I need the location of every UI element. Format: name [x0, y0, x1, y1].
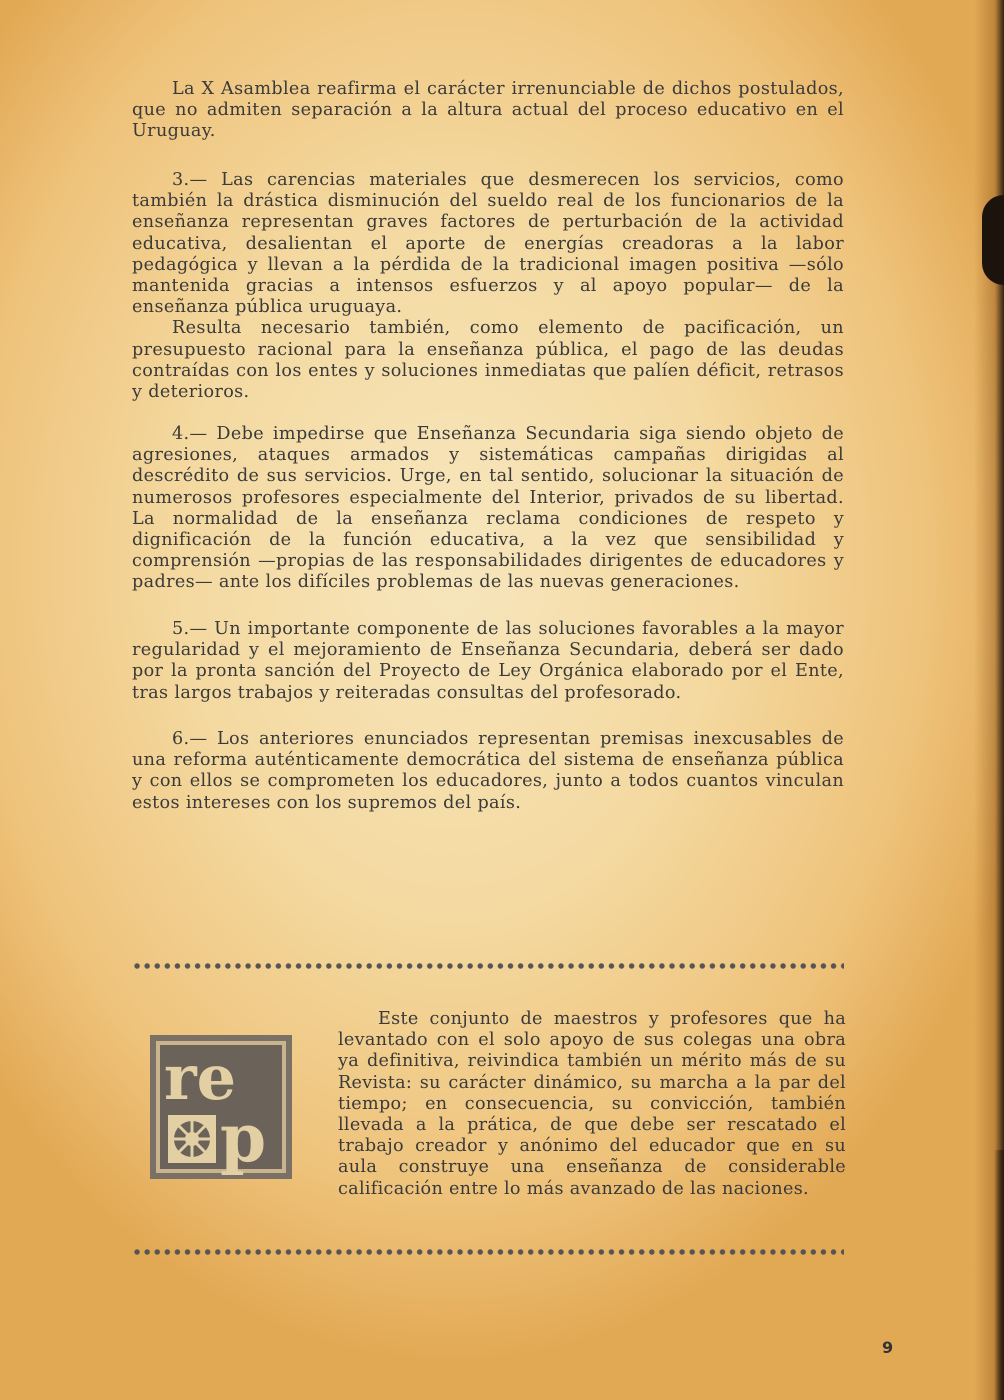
paragraph-4: 4.— Debe impedirse que Enseñanza Secundaria siga siendo objeto de agresiones, ataques armados y sistemáticas campañas dirigidas al descrédito de sus servicios. Urge, en tal sentido, solucionar la situación de numerosos profesores especialmente del Interior, privados de su libertad. La normalidad de la enseñanza reclama condiciones de respeto y dignificación de la función educativa, a la vez que sensibilidad y comprensión —propias de las responsabilidades dirigentes de educadores y padres— ante los difíciles problemas de las nuevas generaciones. — [132, 424, 844, 593]
paragraph-intro — [132, 79, 844, 143]
box-text — [338, 1009, 846, 1200]
page-number: 9 — [882, 1338, 894, 1357]
section-3 — [132, 170, 844, 403]
box-paragraph: Este conjunto de maestros y profesores que ha levantado con el solo apoyo de sus colegas una obra ya definitiva, reivindica también un mérito más de su Revista: su carácter dinámico, su marcha a la par del tiempo; en consecuencia, su convicción, también llevada a la prática, de que debe ser rescatado el trabajo creador y anónimo del educador que en su aula construye una enseñanza de considerable calificación entre lo más avanzado de las naciones. — [338, 1009, 846, 1199]
dotted-divider-bottom — [132, 1247, 844, 1257]
paragraph-5: 5.— Un importante componente de las soluciones favorables a la mayor regularidad y el mejoramiento de Enseñanza Secundaria, deberá ser dado por la pronta sanción del Proyecto de Ley Orgánica elaborado por el Ente, tras largos trabajos y reiteradas consultas del profesorado. — [132, 619, 844, 703]
section-6 — [132, 729, 844, 814]
logo-letter-p: p — [220, 1099, 267, 1177]
section-5 — [132, 619, 844, 704]
paragraph-2: 3.— Las carencias materiales que desmerecen los servicios, como también la drástica disminución del sueldo real de los funcionarios de la enseñanza representan graves factores de perturbación de la actividad educativa, desalientan el aporte de energías creadoras a la labor pedagógica y llevan a la pérdida de la tradicional imagen positiva —sólo mantenida gracias a intensos esfuerzos y al apoyo popular— de la enseñanza pública uruguaya. — [132, 170, 844, 318]
rep-logo — [148, 1033, 294, 1181]
paragraph-3: Resulta necesario también, como elemento de pacificación, un presupuesto racional para la enseñanza pública, el pago de las deudas contraídas con los entes y soluciones inmediatas que palíen déficit, retrasos y deterioros. — [132, 318, 844, 403]
dotted-divider-top — [132, 961, 844, 971]
paragraph-6: 6.— Los anteriores enunciados representan premisas inexcusables de una reforma auténticamente democrática del sistema de enseñanza pública y con ellos se comprometen los educadores, junto a todos cuantos vinculan estos intereses con los supremos del país. — [132, 729, 844, 813]
page-edge-dark — [994, 1150, 1004, 1400]
section-4 — [132, 424, 844, 594]
page-edge-notch — [982, 195, 1004, 285]
logo-wheel-icon — [168, 1115, 216, 1163]
logo-letters-re: re — [164, 1041, 237, 1114]
paragraph-1: La X Asamblea reafirma el carácter irrenunciable de dichos postulados, que no admiten separación a la altura actual del proceso educativo en el Uruguay. — [132, 79, 844, 142]
